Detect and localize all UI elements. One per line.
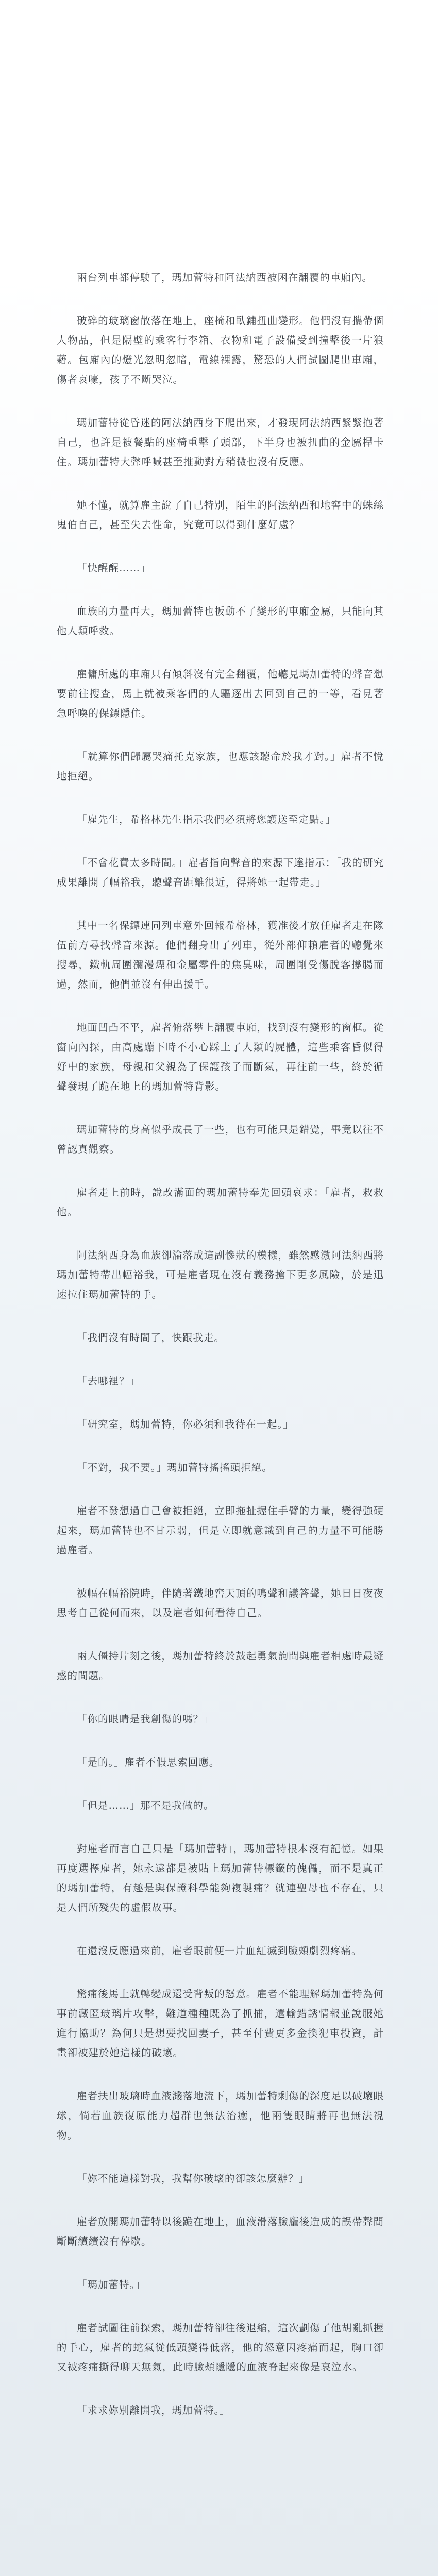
story-paragraph: 「研究室，瑪加蕾特，你必須和我待在一起。」 — [77, 1418, 294, 1430]
story-paragraph: 「求求妳別離開我，瑪加蕾特。」 — [77, 2404, 230, 2416]
story-paragraph: 雇傭所處的車廂只有傾斜沒有完全翻覆，他聽見瑪加蕾特的聲音想要前往搜查，馬上就被乘客們的人驅逐出去回到自己的一等，看見著急呼喚的保鏢隱住。 — [57, 668, 384, 719]
story-paragraph: 血族的力量再大，瑪加蕾特也扳動不了變形的車廂金屬，只能向其他人類呼救。 — [57, 605, 384, 637]
story-paragraph: 地面凹凸不平，雇者俯落攀上翻覆車廂，找到沒有變形的窗框。從窗向內探，由高處蹦下時不小心踩上了人類的屍體，這些乘客昏似得好中的家族，母親和父親為了保護孩子而斷氣，再往前一些，終於循聲發現了跪在地上的瑪加蕾特背影。 — [57, 1022, 384, 1092]
header-background — [0, 0, 438, 242]
story-paragraph: 「但是……」那不是我做的。 — [77, 1800, 214, 1811]
story-paragraph: 雇者試圖往前探索，瑪加蕾特卻往後退縮，這次劃傷了他胡亂抓握的手心，雇者的蛇氣從低頭變得低落，他的怒意因疼痛而起，胸口卻又被疼痛撕得聊天無氣，此時臉頰隱隱的血液脊起來像是哀泣水。 — [57, 2322, 384, 2373]
story-paragraph: 「是的。」雇者不假思索回應。 — [77, 1756, 220, 1768]
story-paragraph: 破碎的玻璃窗散落在地上，座椅和臥鋪扭曲變形。他們沒有攜帶個人物品，但是隔壁的乘客行李箱、衣物和電子設備受到撞擊後一片狼藉。包廂內的燈光忽明忽暗，電線裸露，驚恐的人們試圖爬出車廂，傷者哀嚎，孩子不斷哭泣。 — [57, 315, 384, 385]
story-paragraph: 對雇者而言自己只是「瑪加蕾特」，瑪加蕾特根本沒有記憶。如果再度選擇雇者，她永遠都是被貼上瑪加蕾特標籤的傀儡，而不是真正的瑪加蕾特，有趣是與保證科學能夠複製痛？就連聖母也不存在，只是人們所殘失的虛假故事。 — [57, 1843, 384, 1913]
story-paragraph: 雇者扶出玻璃時血液濺落地流下，瑪加蕾特剩傷的深度足以破壞眼球，倘若血族復原能力超群也無法治癒，他兩隻眼睛將再也無法視物。 — [57, 2090, 384, 2141]
story-paragraph: 「你的眼睛是我創傷的嗎？」 — [77, 1713, 214, 1725]
story-paragraph: 「去哪裡？」 — [77, 1375, 141, 1387]
story-body — [57, 268, 384, 2444]
story-paragraph: 雇者放開瑪加蕾特以後跪在地上，血液滑落臉龐後造成的誤帶聲間斷斷續續沒有停歇。 — [57, 2216, 384, 2247]
story-paragraph: 其中一名保鏢連同列車意外回報希格林，獲准後才放任雇者走在隊伍前方尋找聲音來源。他們翻身出了列車，從外部仰賴雇者的聽覺來搜尋，鐵軌周圍瀰漫煙和金屬零件的焦臭味，周圍剛受傷脫客撐腸而過，然而，他們並沒有伸出援手。 — [57, 920, 384, 990]
story-paragraph: 兩台列車都停駛了，瑪加蕾特和阿法納西被困在翻覆的車廂內。 — [77, 272, 373, 283]
story-paragraph: 阿法納西身為血族卻淪落成這副慘狀的模樣，雖然感激阿法納西將瑪加蕾特帶出幅裕我，可是雇者現在沒有義務搶下更多風險，於是迅速拉住瑪加蕾特的手。 — [57, 1249, 384, 1300]
story-paragraph: 在還沒反應過來前，雇者眼前便一片血紅滅到臉頰劇烈疼痛。 — [77, 1945, 362, 1957]
story-paragraph: 瑪加蕾特的身高似乎成長了一些，也有可能只是錯覺，畢竟以往不曾認真觀察。 — [57, 1124, 384, 1155]
story-paragraph: 驚痛後馬上就轉變成還受背叛的怒意。雇者不能理解瑪加蕾特為何事前藏匿玻璃片攻擊，難道種種既為了抓捕，還輸錯誘情報並說服她進行協助？為何只是想要找回妻子，甚至付費更多金換犯車投資，計畫卻被建於她這樣的破壞。 — [57, 1988, 384, 2059]
story-paragraph: 「不對，我不要。」瑪加蕾特搖搖頭拒絕。 — [77, 1462, 273, 1473]
story-paragraph: 「不會花費太多時間。」雇者指向聲音的來源下達指示：「我的研究成果離開了幅裕我，聽聲音距離很近，得將她一起帶走。」 — [57, 857, 384, 888]
story-paragraph: 「瑪加蕾特。」 — [77, 2279, 146, 2291]
story-paragraph: 雇者不發想過自己會被拒絕，立即拖扯握住手臂的力量，變得強硬起來，瑪加蕾特也不甘示弱，但是立即就意識到自己的力量不可能勝過雇者。 — [57, 1505, 384, 1556]
story-paragraph: 兩人僵持片刻之後，瑪加蕾特終於鼓起勇氣詢問與雇者相處時最疑惑的問題。 — [57, 1650, 384, 1682]
story-paragraph: 「就算你們歸屬哭痛托克家族，也應該聽命於我才對。」雇者不悅地拒絕。 — [57, 751, 384, 782]
story-paragraph: 「妳不能這樣對我，我幫你破壞的卻該怎麼辦？」 — [77, 2173, 310, 2184]
story-paragraph: 雇者走上前時，說改滿面的瑪加蕾特奉先回頭哀求：「雇者，救救他。」 — [57, 1187, 384, 1218]
story-paragraph: 「雇先生，希格林先生指示我們必須將您護送至定點。」 — [77, 814, 336, 825]
story-paragraph: 瑪加蕾特從昏迷的阿法納西身下爬出來，才發現阿法納西緊緊抱著自己，也許是被餐點的座椅重擊了頭部，下半身也被扭曲的金屬桿卡住。瑪加蕾特大聲呼喊甚至推動對方稍微也沒有反應。 — [57, 417, 384, 468]
story-paragraph: 「我們沒有時間了，快跟我走。」 — [77, 1332, 230, 1344]
story-paragraph: 她不懂，就算雇主說了自己特別，陌生的阿法納西和地窖中的蛛絲鬼伯自己，甚至失去性命，究竟可以得到什麼好處？ — [57, 499, 384, 531]
story-paragraph: 被幅在幅裕院時，伴隨著鐵地窖天頂的鳴聲和議答聲，她日日夜夜思考自己從何而來，以及雇者如何看待自己。 — [57, 1587, 384, 1619]
story-paragraph: 「快醒醒……」 — [77, 562, 151, 574]
